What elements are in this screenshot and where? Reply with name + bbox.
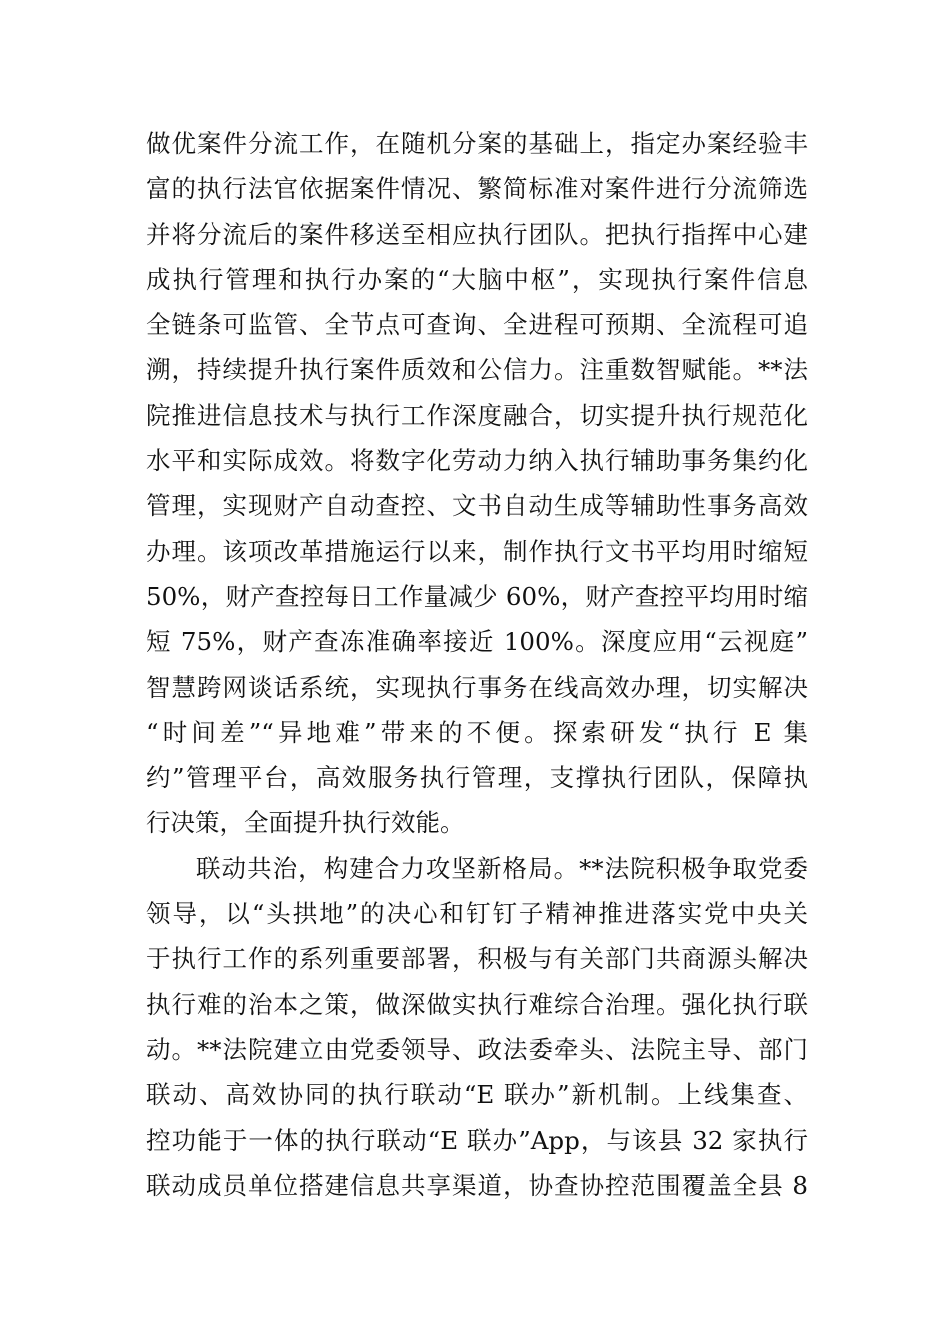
text-line: 短 75%，财产查冻准确率接近 100%。深度应用“云视庭”	[146, 627, 808, 657]
text-line: 联动、高效协同的执行联动“E 联办”新机制。上线集查、	[146, 1080, 808, 1110]
text-line: 约”管理平台，高效服务执行管理，支撑执行团队，保障执	[146, 763, 808, 793]
text-line: “时间差”“异地难”带来的不便。探索研发“执行 E 集	[146, 717, 808, 747]
text-line: 50%，财产查控每日工作量减少 60%，财产查控平均用时缩	[146, 581, 808, 611]
text-line: 领导，以“头拱地”的决心和钉钉子精神推进落实党中央关	[146, 899, 808, 929]
text-line: 并将分流后的案件移送至相应执行团队。把执行指挥中心建	[146, 219, 808, 249]
text-line: 溯，持续提升执行案件质效和公信力。注重数智赋能。**法	[146, 355, 808, 385]
text-line: 智慧跨网谈话系统，实现执行事务在线高效办理，切实解决	[146, 672, 808, 702]
text-line: 控功能于一体的执行联动“E 联办”App，与该县 32 家执行	[146, 1125, 808, 1155]
paragraph-heading-line: 联动共治，构建合力攻坚新格局。**法院积极争取党委	[196, 853, 808, 883]
text-line: 行决策，全面提升执行效能。	[146, 808, 465, 838]
text-line: 富的执行法官依据案件情况、繁简标准对案件进行分流筛选	[146, 174, 808, 204]
body-text	[146, 121, 808, 1208]
text-line: 全链条可监管、全节点可查询、全进程可预期、全流程可追	[146, 310, 808, 340]
text-line: 院推进信息技术与执行工作深度融合，切实提升执行规范化	[146, 400, 808, 430]
text-line: 办理。该项改革措施运行以来，制作执行文书平均用时缩短	[146, 536, 808, 566]
text-line: 水平和实际成效。将数字化劳动力纳入执行辅助事务集约化	[146, 446, 808, 476]
text-line: 于执行工作的系列重要部署，积极与有关部门共商源头解决	[146, 944, 808, 974]
text-line: 联动成员单位搭建信息共享渠道，协查协控范围覆盖全县 8	[146, 1170, 808, 1200]
text-line: 动。**法院建立由党委领导、政法委牵头、法院主导、部门	[146, 1034, 808, 1064]
text-line: 管理，实现财产自动查控、文书自动生成等辅助性事务高效	[146, 491, 808, 521]
text-line: 做优案件分流工作，在随机分案的基础上，指定办案经验丰	[146, 129, 808, 158]
text-line: 执行难的治本之策，做深做实执行难综合治理。强化执行联	[146, 989, 808, 1019]
text-line: 成执行管理和执行办案的“大脑中枢”，实现执行案件信息	[146, 264, 808, 294]
